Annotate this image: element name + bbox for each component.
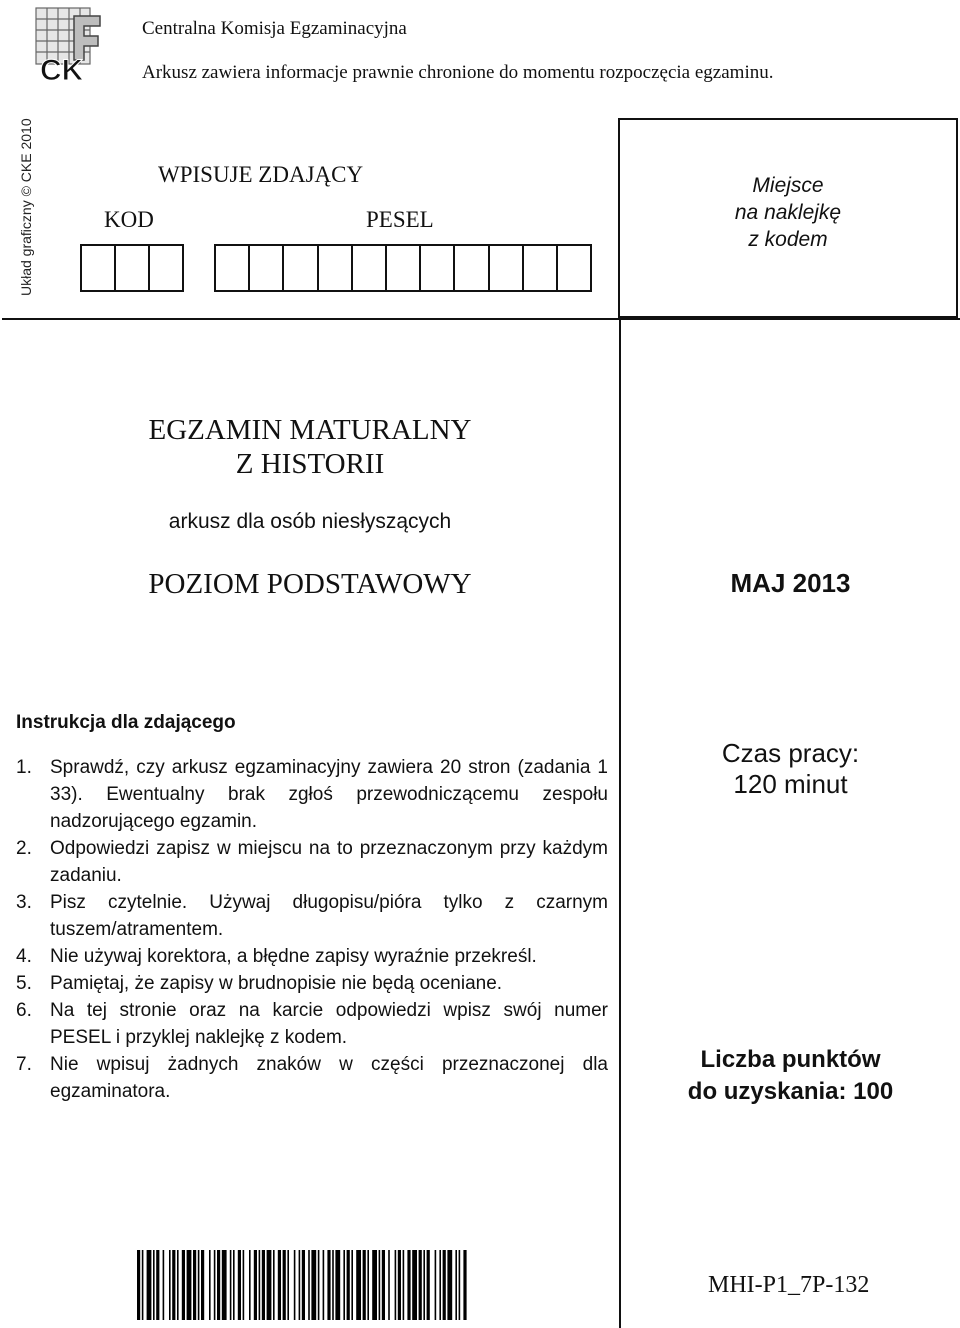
instruction-item: 3. Pisz czytelnie. Używaj długopisu/pióra tylko z czarnym tuszem/atramentem. xyxy=(16,892,608,940)
barcode-bar xyxy=(153,1250,155,1320)
barcode-bar xyxy=(347,1250,350,1320)
barcode-bar xyxy=(308,1250,310,1320)
barcode-bar xyxy=(193,1250,196,1320)
barcode-bar xyxy=(335,1250,340,1320)
barcode-bar xyxy=(412,1250,417,1320)
barcode-bar xyxy=(230,1250,232,1320)
copyright-note: Układ graficzny © CKE 2010 xyxy=(18,118,34,296)
barcode-bar xyxy=(372,1250,377,1320)
barcode-bar xyxy=(214,1250,216,1320)
logo-text: CK xyxy=(40,54,84,84)
barcode-bar xyxy=(222,1250,227,1320)
barcode-bar xyxy=(278,1250,281,1320)
pesel-digit-box[interactable] xyxy=(421,246,455,290)
instructions-title: Instrukcja dla zdającego xyxy=(16,712,236,733)
exam-level: POZIOM PODSTAWOWY xyxy=(148,568,472,600)
barcode-bar xyxy=(243,1250,245,1320)
barcode-bar xyxy=(388,1250,390,1320)
barcode-bar xyxy=(267,1250,272,1320)
pesel-digit-box[interactable] xyxy=(387,246,421,290)
barcode-bar xyxy=(435,1250,437,1320)
barcode-bar xyxy=(156,1250,159,1320)
barcode-bar xyxy=(273,1250,275,1320)
exam-title-line1: EGZAMIN MATURALNY xyxy=(148,414,472,446)
barcode-bar xyxy=(379,1250,381,1320)
pesel-digit-box[interactable] xyxy=(455,246,489,290)
barcode-bar xyxy=(419,1250,422,1320)
barcode-bar xyxy=(147,1250,152,1320)
barcode-bar xyxy=(259,1250,261,1320)
barcode-bar xyxy=(254,1250,257,1320)
barcode-bar xyxy=(459,1250,461,1320)
kod-label: KOD xyxy=(104,207,154,232)
sticker-placeholder-text: Miejsce na naklejkę z kodem xyxy=(734,173,842,251)
instruction-item: 4. Nie używaj korektora, a błędne zapisy wyraźnie przekreśl. xyxy=(16,946,537,967)
barcode-bar xyxy=(249,1250,251,1320)
instruction-item: 7. Nie wpisuj żadnych znaków w części przeznaczonej dla egzaminatora. xyxy=(16,1054,608,1102)
barcode-bar xyxy=(403,1250,405,1320)
barcode-bar xyxy=(367,1250,369,1320)
barcode-bar xyxy=(283,1250,286,1320)
barcode-bar xyxy=(299,1250,301,1320)
barcode-bar xyxy=(294,1250,296,1320)
barcode-bar xyxy=(443,1250,446,1320)
exam-title-line2: Z HISTORII xyxy=(235,448,385,480)
pesel-label: PESEL xyxy=(366,207,434,232)
barcode-bar xyxy=(163,1250,165,1320)
kod-digit-box[interactable] xyxy=(116,246,150,290)
barcode-bar xyxy=(209,1250,211,1320)
barcode-bar xyxy=(187,1250,192,1320)
sticker-placeholder-box xyxy=(618,118,958,318)
barcode-bar xyxy=(332,1250,334,1320)
pesel-digit-box[interactable] xyxy=(524,246,558,290)
instruction-item: 6. Na tej stronie oraz na karcie odpowiedzi wpisz swój numer PESEL i przyklej naklejkę z kodem. xyxy=(16,1000,608,1048)
barcode-bar xyxy=(327,1250,330,1320)
barcode-bar xyxy=(323,1250,325,1320)
barcode-bar xyxy=(356,1250,361,1320)
barcode-bar xyxy=(382,1250,385,1320)
exam-date: MAJ 2013 xyxy=(730,568,851,598)
pesel-digit-box[interactable] xyxy=(490,246,524,290)
barcode-bar xyxy=(318,1250,320,1320)
pesel-digit-box[interactable] xyxy=(284,246,318,290)
kod-digit-box[interactable] xyxy=(150,246,182,290)
barcode-bar xyxy=(311,1250,316,1320)
barcode-bar xyxy=(302,1250,305,1320)
working-time: Czas pracy: 120 minut xyxy=(721,738,860,799)
barcode-bar xyxy=(427,1250,430,1320)
barcode-bar xyxy=(287,1250,289,1320)
pesel-input-boxes[interactable] xyxy=(214,244,592,292)
barcode-bar xyxy=(238,1250,241,1320)
barcode-bar xyxy=(137,1250,140,1320)
instruction-item: 5. Pamiętaj, że zapisy w brudnopisie nie będą oceniane. xyxy=(16,973,503,994)
cke-logo xyxy=(34,6,104,84)
instruction-item: 2. Odpowiedzi zapisz w miejscu na to przeznaczonym przy każdym zadaniu. xyxy=(16,838,608,886)
confidentiality-notice: Arkusz zawiera informacje prawnie chronione do momentu rozpoczęcia egzaminu. xyxy=(142,62,774,83)
barcode-bar xyxy=(172,1250,175,1320)
pesel-digit-box[interactable] xyxy=(353,246,387,290)
max-points: Liczba punktów do uzyskania: 100 xyxy=(687,1046,894,1105)
pesel-digit-box[interactable] xyxy=(216,246,250,290)
barcode-bar xyxy=(217,1250,220,1320)
exam-subtitle: arkusz dla osób niesłyszących xyxy=(168,510,452,533)
barcode-bar xyxy=(142,1250,144,1320)
institution-name: Centralna Komisja Egzaminacyjna xyxy=(142,18,407,39)
barcode-bar xyxy=(455,1250,457,1320)
barcode-bar xyxy=(262,1250,265,1320)
barcode-bar xyxy=(169,1250,171,1320)
barcode-bar xyxy=(182,1250,185,1320)
barcode-bar xyxy=(198,1250,200,1320)
barcode-bar xyxy=(201,1250,204,1320)
barcode-bar xyxy=(177,1250,179,1320)
kod-digit-box[interactable] xyxy=(82,246,116,290)
instruction-item: 1. Sprawdź, czy arkusz egzaminacyjny zawiera 20 stron (zadania 1 33). Ewentualny brak zgłoś przewodniczącemu zespołu nadzorującego egzamin. xyxy=(16,757,608,832)
kod-input-boxes[interactable] xyxy=(80,244,184,292)
barcode-bar xyxy=(407,1250,410,1320)
candidate-heading: WPISUJE ZDAJĄCY xyxy=(158,162,364,187)
barcode-bar xyxy=(363,1250,366,1320)
pesel-digit-box[interactable] xyxy=(319,246,353,290)
pesel-digit-box[interactable] xyxy=(558,246,590,290)
barcode-bar xyxy=(233,1250,235,1320)
instructions-list xyxy=(16,754,608,1105)
horizontal-divider xyxy=(2,318,960,320)
barcode-bar xyxy=(351,1250,353,1320)
barcode xyxy=(137,1250,467,1320)
pesel-digit-box[interactable] xyxy=(250,246,284,290)
barcode-bar xyxy=(398,1250,401,1320)
barcode-bar xyxy=(423,1250,425,1320)
barcode-bar xyxy=(447,1250,452,1320)
sheet-code: MHI-P1_7P-132 xyxy=(708,1272,870,1298)
barcode-bar xyxy=(463,1250,466,1320)
barcode-bar xyxy=(439,1250,441,1320)
barcode-bar xyxy=(395,1250,397,1320)
barcode-bar xyxy=(343,1250,345,1320)
